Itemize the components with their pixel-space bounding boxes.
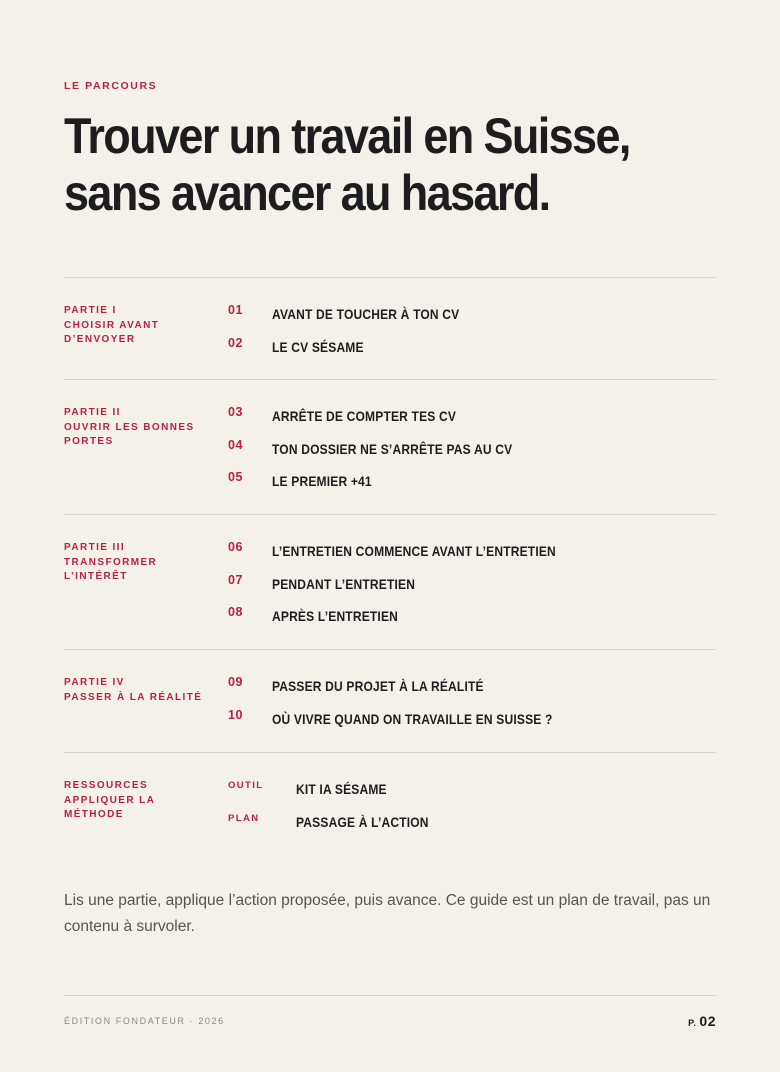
page-number — [688, 1013, 716, 1031]
entry-title[interactable]: LE CV SÉSAME — [272, 338, 364, 355]
section-subtitle-line: CHOISIR AVANT — [64, 319, 160, 331]
entry-title[interactable]: AVANT DE TOUCHER À TON CV — [272, 306, 460, 322]
entry-number: 03 — [228, 405, 243, 419]
title-line-2: sans avancer au hasard. — [64, 165, 550, 221]
entry-title[interactable]: APRÈS L’ENTRETIEN — [272, 608, 399, 624]
entry-number: PLAN — [228, 812, 260, 824]
toc-entry-10[interactable] — [228, 707, 716, 740]
entry-number: 07 — [228, 572, 243, 587]
entry-number: 08 — [228, 605, 243, 619]
entry-number: OUTIL — [228, 780, 264, 791]
section-label — [64, 779, 214, 823]
entry-title[interactable]: PASSAGE À L’ACTION — [296, 813, 429, 830]
toc-entry-01[interactable] — [228, 302, 716, 335]
toc-entry-outil[interactable] — [228, 777, 716, 810]
page-prefix: P. — [688, 1018, 697, 1028]
toc-entry-08[interactable] — [228, 604, 716, 637]
section-label — [64, 541, 214, 585]
entry-number: 01 — [228, 303, 243, 317]
entry-title[interactable]: OÙ VIVRE QUAND ON TRAVAILLE EN SUISSE ? — [272, 710, 553, 727]
toc-entry-04[interactable] — [228, 437, 716, 470]
section-subtitle-line: OUVRIR LES BONNES — [64, 421, 195, 433]
section-subtitle-line: L’INTÉRÊT — [64, 571, 128, 582]
toc-entry-07[interactable] — [228, 572, 716, 605]
section-part: RESSOURCES — [64, 780, 149, 791]
page — [64, 0, 716, 1072]
toc-entry-06[interactable] — [228, 539, 716, 572]
toc-entry-plan[interactable] — [228, 810, 716, 843]
section-part: PARTIE III — [64, 542, 126, 553]
toc-section-partie-4 — [64, 649, 716, 752]
entry-title[interactable]: LE PREMIER +41 — [272, 473, 372, 489]
section-label — [64, 304, 214, 348]
eyebrow: LE PARCOURS — [64, 80, 158, 92]
toc-section-partie-3 — [64, 514, 716, 649]
entry-title[interactable]: ARRÊTE DE COMPTER TES CV — [272, 408, 457, 424]
section-part: PARTIE IV — [64, 677, 125, 688]
entry-title[interactable]: KIT IA SÉSAME — [296, 781, 387, 797]
page-footer — [64, 995, 716, 1029]
intro-paragraph: Lis une partie, applique l’action proposée, puis avance. Ce guide est un plan de travail, pas un contenu à survoler. — [64, 892, 711, 935]
entry-title[interactable]: PASSER DU PROJET À LA RÉALITÉ — [272, 678, 484, 694]
section-part: PARTIE I — [64, 305, 117, 316]
section-subtitle-line: TRANSFORMER — [64, 556, 158, 568]
section-subtitle-line: D’ENVOYER — [64, 334, 136, 345]
toc-entry-09[interactable] — [228, 674, 716, 707]
title-line-1: Trouver un travail en Suisse, — [64, 108, 630, 164]
toc-section-partie-1 — [64, 277, 716, 379]
entry-number: 09 — [228, 675, 243, 689]
entry-title[interactable]: TON DOSSIER NE S’ARRÊTE PAS AU CV — [272, 440, 513, 457]
toc-section-ressources — [64, 752, 716, 853]
table-of-contents — [64, 277, 716, 853]
entry-number: 04 — [228, 437, 243, 452]
section-subtitle-line: PASSER À LA RÉALITÉ — [64, 691, 203, 703]
entry-number: 02 — [228, 335, 243, 350]
section-subtitle-line: APPLIQUER LA MÉTHODE — [64, 794, 155, 820]
entry-number: 10 — [228, 707, 243, 722]
section-part: PARTIE II — [64, 407, 121, 418]
edition-label: ÉDITION FONDATEUR · 2026 — [64, 1016, 225, 1026]
toc-section-partie-2 — [64, 379, 716, 514]
entry-number: 05 — [228, 470, 243, 484]
toc-entry-03[interactable] — [228, 404, 716, 437]
entry-number: 06 — [228, 540, 243, 554]
toc-entry-02[interactable] — [228, 335, 716, 368]
section-subtitle-line: PORTES — [64, 436, 114, 447]
section-label — [64, 676, 214, 705]
section-label — [64, 406, 214, 450]
entry-title[interactable]: L’ENTRETIEN COMMENCE AVANT L’ENTRETIEN — [272, 543, 556, 559]
toc-entry-05[interactable] — [228, 469, 716, 502]
entry-title[interactable]: PENDANT L’ENTRETIEN — [272, 575, 416, 592]
page-title — [64, 108, 658, 222]
page-number-value: 02 — [699, 1013, 716, 1029]
